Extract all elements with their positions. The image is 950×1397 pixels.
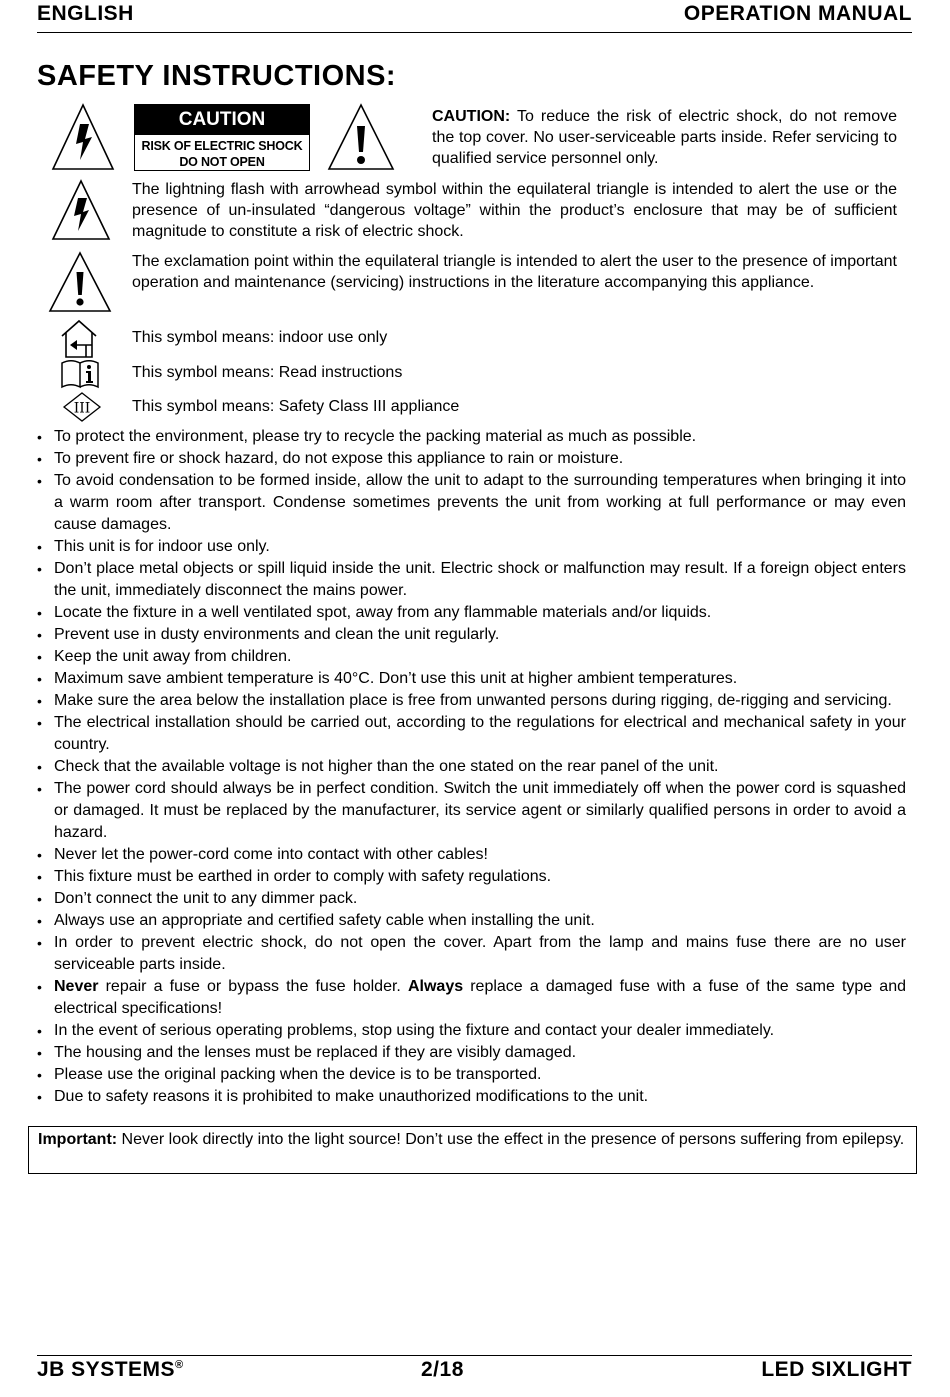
list-item: • The electrical installation should be carried out, according to the regulations for electrical and mechanical safety in your country. xyxy=(37,712,906,756)
caution-label xyxy=(134,104,310,171)
list-item: • To prevent fire or shock hazard, do not expose this appliance to rain or moisture. xyxy=(37,448,906,470)
footer-brand-name: JB SYSTEMS xyxy=(37,1358,176,1381)
class3-symbol-text: This symbol means: Safety Class III appliance xyxy=(132,398,460,415)
list-item: • Prevent use in dusty environments and clean the unit regularly. xyxy=(37,624,906,646)
list-item: • The housing and the lenses must be replaced if they are visibly damaged. xyxy=(37,1042,906,1064)
list-item: • In the event of serious operating problems, stop using the fixture and contact your dealer immediately. xyxy=(37,1020,906,1042)
safety-bullet-list xyxy=(37,426,906,1108)
caution-text xyxy=(432,106,897,169)
footer-product: LED SIXLIGHT xyxy=(761,1358,912,1381)
lightning-symbol-text: The lightning flash with arrowhead symbol within the equilateral triangle is intended to alert the use or the presence of un-insulated “dangerous voltage” within the product’s enclosure that may be of sufficient magnitude to constitute a risk of electric shock. xyxy=(132,181,897,240)
page-footer xyxy=(37,1355,912,1395)
fuse-list-item xyxy=(37,976,906,1020)
section-title: SAFETY INSTRUCTIONS: xyxy=(37,60,397,92)
list-item: • Maximum save ambient temperature is 40°C. Don’t use this unit at higher ambient temperatures. xyxy=(37,668,906,690)
list-item: • Check that the available voltage is not higher than the one stated on the rear panel of the unit. xyxy=(37,756,906,778)
lightning-warning-icon xyxy=(50,102,116,172)
fuse-mid: repair a fuse or bypass the fuse holder. xyxy=(98,978,408,995)
list-item: • Don’t place metal objects or spill liquid inside the unit. Electric shock or malfunction may result. If a foreign object enters the unit, immediately disconnect the mains power. xyxy=(37,558,906,602)
list-item: • Please use the original packing when the device is to be transported. xyxy=(37,1064,906,1086)
header-language: ENGLISH xyxy=(37,2,134,25)
list-item: • In order to prevent electric shock, do not open the cover. Apart from the lamp and mains fuse there are no user serviceable parts inside. xyxy=(37,932,906,976)
footer-page-number: 2/18 xyxy=(421,1358,464,1381)
fuse-never: Never xyxy=(54,978,99,995)
list-item: • This fixture must be earthed in order to comply with safety regulations. xyxy=(37,866,906,888)
page-header xyxy=(37,0,912,33)
safety-class-three-icon xyxy=(62,391,102,423)
read-instructions-icon xyxy=(60,357,102,389)
header-doc-type: OPERATION MANUAL xyxy=(683,2,912,25)
exclamation-triangle-icon xyxy=(47,250,113,314)
indoor-use-icon xyxy=(58,318,100,360)
important-note xyxy=(28,1126,917,1174)
list-item: • The power cord should always be in perfect condition. Switch the unit immediately off when the power cord is squashed or damaged. It must be replaced by the manufacturer, its service agent or similarly qualified persons in order to avoid a hazard. xyxy=(37,778,906,844)
list-item: • To protect the environment, please try to recycle the packing material as much as possible. xyxy=(37,426,906,448)
list-item: • Never let the power-cord come into contact with other cables! xyxy=(37,844,906,866)
important-lead: Important: xyxy=(38,1131,118,1148)
lightning-triangle-icon xyxy=(50,178,112,242)
read-symbol-text: This symbol means: Read instructions xyxy=(132,364,403,381)
important-text: Never look directly into the light source! Don’t use the effect in the presence of persons suffering from epilepsy. xyxy=(117,1131,905,1148)
footer-brand xyxy=(37,1358,184,1382)
list-item: • Due to safety reasons it is prohibited to make unauthorized modifications to the unit. xyxy=(37,1086,906,1108)
exclamation-symbol-text: The exclamation point within the equilateral triangle is intended to alert the user to the presence of important operation and maintenance (servicing) instructions in the literature accompanying this appliance. xyxy=(132,253,897,291)
safety-class-three-mark: III xyxy=(73,400,91,417)
caution-label-line2: DO NOT OPEN xyxy=(179,155,265,169)
list-item: • This unit is for indoor use only. xyxy=(37,536,906,558)
exclamation-warning-icon xyxy=(326,102,396,172)
list-item: • To avoid condensation to be formed inside, allow the unit to adapt to the surrounding temperatures when bringing it into a warm room after transport. Condense sometimes prevents the unit from working at full performance or may even cause damages. xyxy=(37,470,906,536)
caution-label-title: CAUTION xyxy=(135,105,309,135)
footer-registered-mark: ® xyxy=(175,1359,184,1371)
list-item: • Don’t connect the unit to any dimmer pack. xyxy=(37,888,906,910)
indoor-symbol-text: This symbol means: indoor use only xyxy=(132,329,388,346)
list-item: • Keep the unit away from children. xyxy=(37,646,906,668)
caution-lead: CAUTION: xyxy=(432,108,511,125)
list-item: • Locate the fixture in a well ventilated spot, away from any flammable materials and/or liquids. xyxy=(37,602,906,624)
list-item: • Always use an appropriate and certified safety cable when installing the unit. xyxy=(37,910,906,932)
fuse-end: replace a damaged fuse with a fuse of the same type and electrical specifications! xyxy=(54,978,907,1017)
list-item: • Make sure the area below the installation place is free from unwanted persons during rigging, de-rigging and servicing. xyxy=(37,690,906,712)
caution-label-line1: RISK OF ELECTRIC SHOCK xyxy=(141,139,303,153)
fuse-always: Always xyxy=(407,978,464,995)
caution-body: To reduce the risk of electric shock, do not remove the top cover. No user-serviceable parts inside. Refer servicing to qualified service personnel only. xyxy=(432,108,897,167)
